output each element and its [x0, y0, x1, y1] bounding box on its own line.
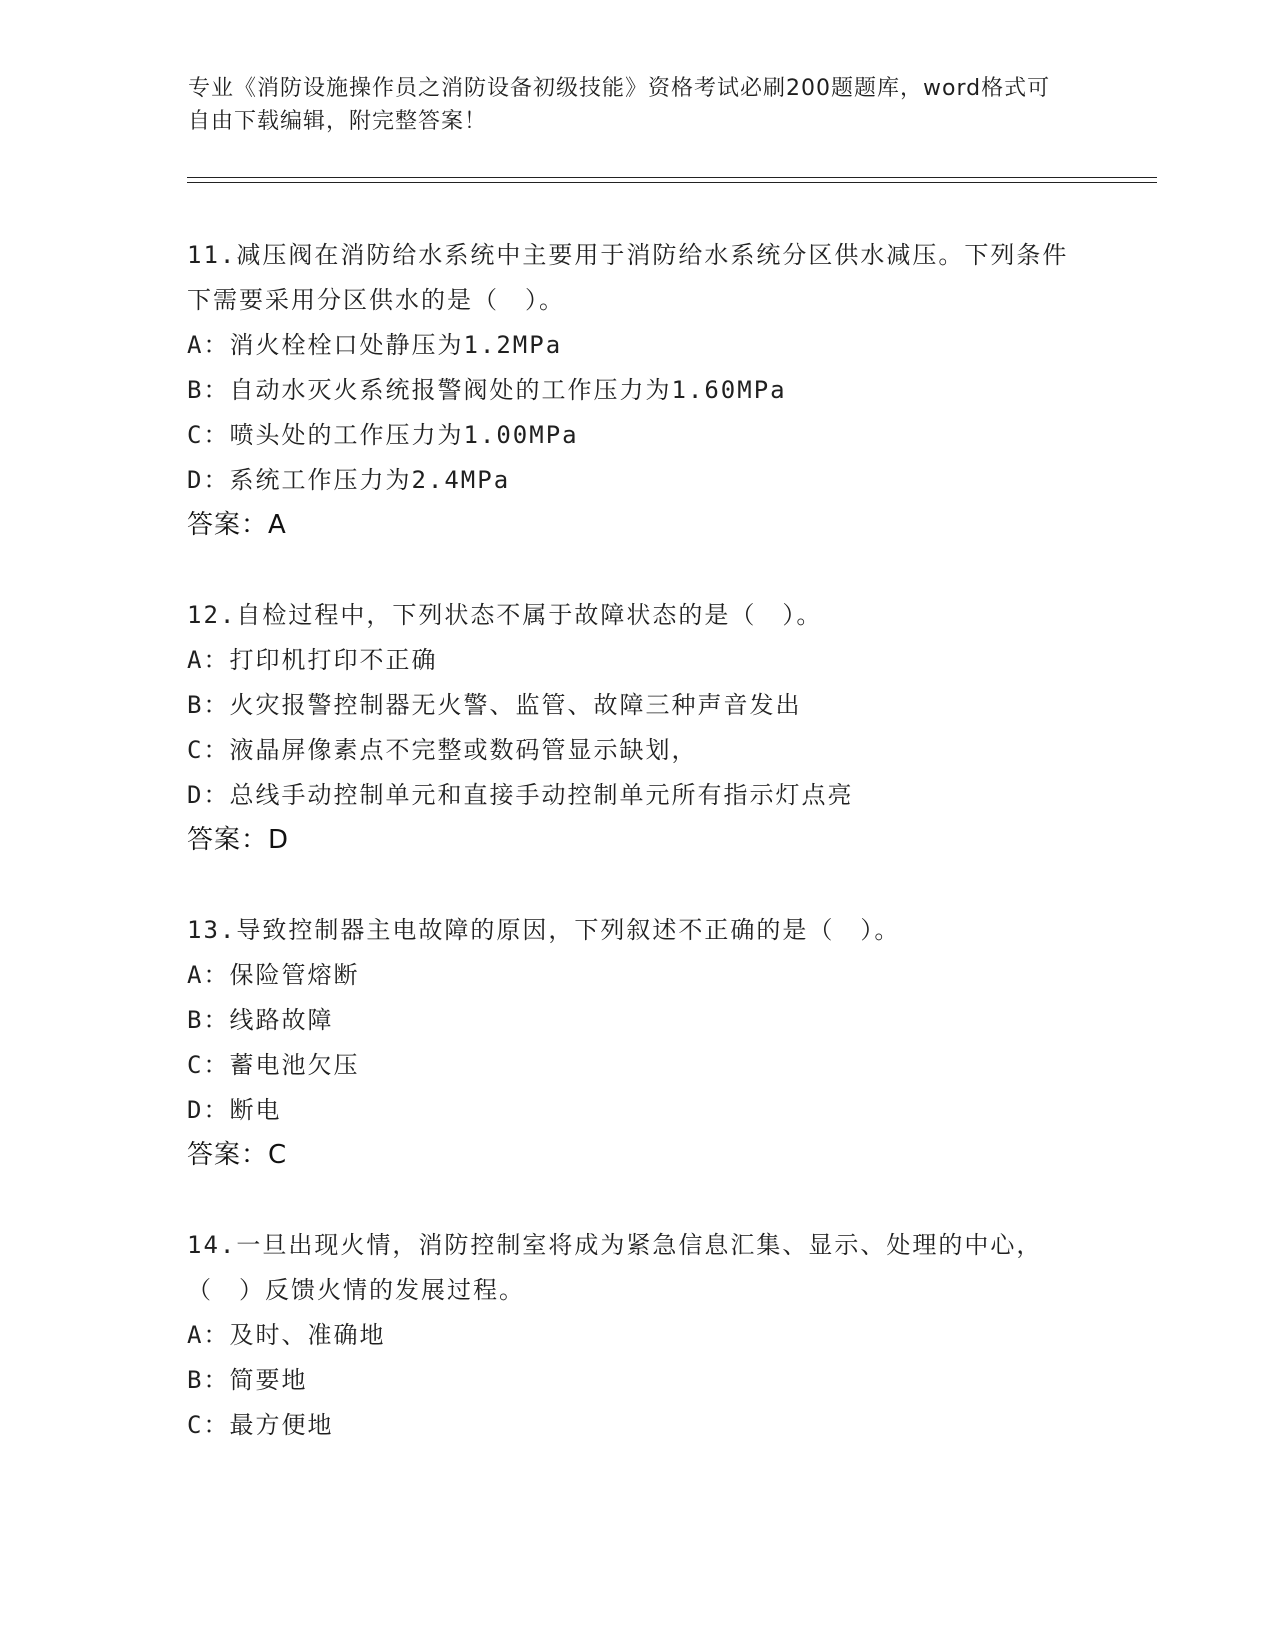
option-b: B：自动水灭火系统报警阀处的工作压力为1.60MPa — [187, 376, 787, 404]
header-divider-top — [187, 177, 1157, 178]
question-stem: 12.自检过程中，下列状态不属于故障状态的是（ ）。 — [187, 601, 823, 629]
answer-value: C — [268, 1140, 287, 1170]
question-list — [187, 233, 1087, 1493]
option-a: A：消火栓栓口处静压为1.2MPa — [187, 331, 563, 359]
option-b: B：线路故障 — [187, 1006, 334, 1034]
question-12 — [187, 593, 1087, 863]
option-c: C：蓄电池欠压 — [187, 1051, 360, 1079]
option-a: A：及时、准确地 — [187, 1321, 386, 1349]
answer-label: 答案： — [187, 510, 269, 540]
question-14 — [187, 1223, 1087, 1448]
question-stem: 14.一旦出现火情，消防控制室将成为紧急信息汇集、显示、处理的中心，（ ）反馈火情的发展过程。 — [187, 1231, 1043, 1304]
question-13 — [187, 908, 1087, 1178]
option-c: C：喷头处的工作压力为1.00MPa — [187, 421, 579, 449]
answer-value: A — [268, 510, 286, 540]
question-11 — [187, 233, 1087, 548]
option-c: C：最方便地 — [187, 1411, 334, 1439]
answer-value: D — [268, 825, 289, 855]
question-stem: 13.导致控制器主电故障的原因，下列叙述不正确的是（ ）。 — [187, 916, 901, 944]
option-a: A：打印机打印不正确 — [187, 646, 438, 674]
option-b: B：简要地 — [187, 1366, 308, 1394]
header-divider-bottom — [187, 182, 1157, 183]
answer-label: 答案： — [187, 1140, 269, 1170]
question-stem: 11.减压阀在消防给水系统中主要用于消防给水系统分区供水减压。下列条件下需要采用分区供水的是（ ）。 — [187, 241, 1069, 314]
document-intro: 专业《消防设施操作员之消防设备初级技能》资格考试必刷200题题库，word格式可自由下载编辑，附完整答案！ — [188, 76, 1051, 134]
option-a: A：保险管熔断 — [187, 961, 360, 989]
answer-line — [187, 503, 1087, 548]
option-c: C：液晶屏像素点不完整或数码管显示缺划， — [187, 736, 698, 764]
option-d: D：断电 — [187, 1096, 282, 1124]
option-d: D：总线手动控制单元和直接手动控制单元所有指示灯点亮 — [187, 781, 854, 809]
answer-line — [187, 818, 1087, 863]
option-d: D：系统工作压力为2.4MPa — [187, 466, 511, 494]
answer-label: 答案： — [187, 825, 269, 855]
answer-line — [187, 1133, 1087, 1178]
option-b: B：火灾报警控制器无火警、监管、故障三种声音发出 — [187, 691, 802, 719]
